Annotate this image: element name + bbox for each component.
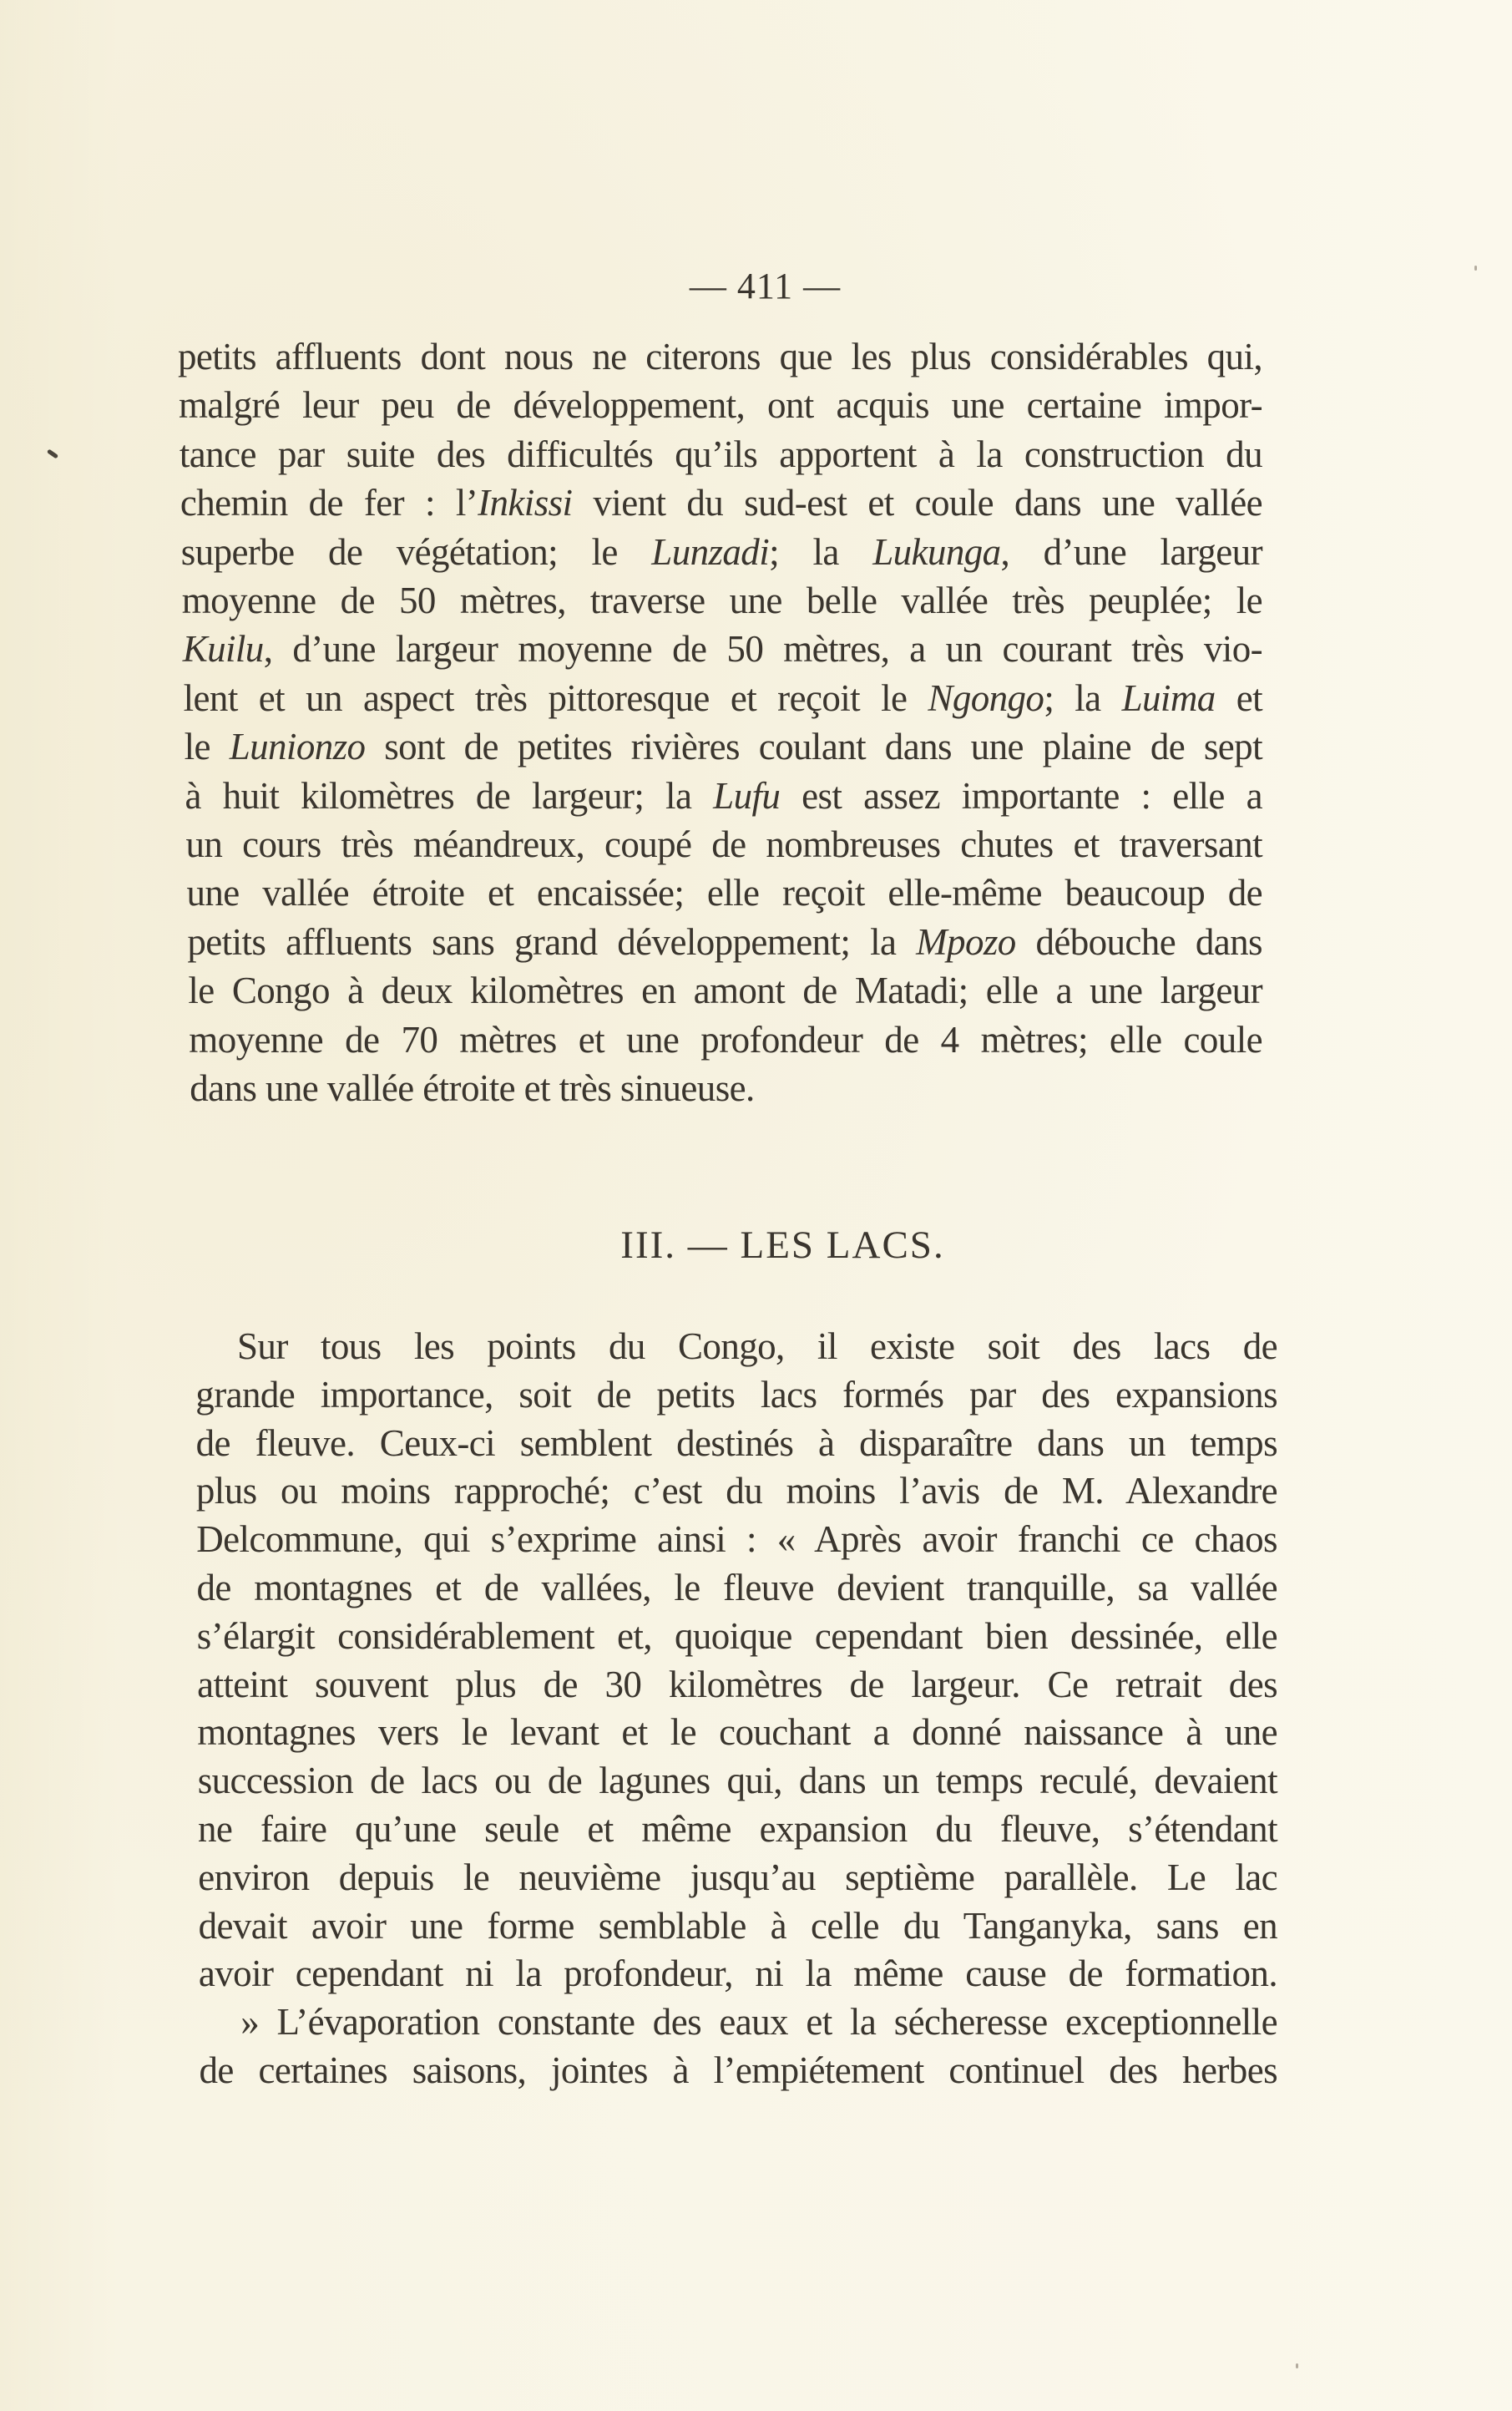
text-line — [197, 1612, 1277, 1660]
text-line — [197, 1660, 1277, 1709]
text-run: tance par suite des difficultés qu’ils apportent à la construction du — [179, 433, 1262, 475]
text-run: chemin de fer : l’ — [180, 482, 478, 524]
text-run: dans une vallée étroite et très sinueuse. — [190, 1067, 755, 1109]
text-run: sont de petites rivières coulant dans une plaine de sept — [365, 726, 1262, 768]
text-run: Sur tous les points du Congo, il existe soit des lacs de — [237, 1325, 1277, 1367]
text-line — [195, 1322, 1277, 1370]
text-line — [197, 1708, 1277, 1756]
text-run: le Congo à deux kilomètres en amont de Matadi; elle a une largeur — [188, 970, 1262, 1012]
text-run: à huit kilomètres de largeur; la — [185, 774, 714, 817]
river-name: Inkissi — [478, 482, 573, 524]
text-line — [198, 1805, 1277, 1853]
text-run: atteint souvent plus de 30 kilomètres de largeur. Ce retrait des — [197, 1663, 1277, 1705]
text-run: , d’une largeur moyenne de 50 mètres, a un courant très vio- — [263, 628, 1262, 671]
text-run: environ depuis le neuvième jusqu’au septième parallèle. Le lac — [198, 1856, 1277, 1898]
text-line — [199, 1902, 1277, 1950]
text-run: devait avoir une forme semblable à celle du Tanganyka, sans en — [198, 1904, 1277, 1947]
text-run: petits affluents dont nous ne citerons que les plus considérables qui, — [178, 336, 1262, 377]
text-run: de montagnes et de vallées, le fleuve devient tranquille, sa vallée — [196, 1567, 1277, 1608]
text-run: de certaines saisons, jointes à l’empiétement continuel des herbes — [199, 2049, 1277, 2091]
text-run: un cours très méandreux, coupé de nombreuses chutes et traversant — [185, 823, 1262, 865]
text-line — [200, 2046, 1278, 2094]
text-run: le — [184, 726, 230, 768]
text-run: ne faire qu’une seule et même expansion du fleuve, s’étendant — [198, 1808, 1277, 1850]
text-run: avoir cependant ni la profondeur, ni la même cause de formation. — [198, 1953, 1277, 1995]
text-run: et — [1215, 676, 1262, 719]
text-line — [198, 1756, 1277, 1805]
text-run: s’élargit considérablement et, quoique cependant bien dessinée, elle — [196, 1614, 1277, 1657]
text-run: » L’évaporation constante des eaux et la sécheresse exceptionnelle — [240, 2001, 1277, 2044]
river-name: Lunzadi — [651, 530, 770, 573]
text-run: lent et un aspect très pittoresque et reçoit le — [183, 676, 928, 719]
river-name: Lufu — [713, 774, 781, 817]
river-name: Mpozo — [916, 920, 1016, 963]
text-run: moyenne de 50 mètres, traverse une belle vallée très peuplée; le — [181, 580, 1262, 621]
page-number: — 411 — — [689, 266, 842, 306]
text-line — [197, 1563, 1278, 1612]
river-name: Kuilu — [182, 628, 264, 671]
text-line — [199, 1949, 1277, 1998]
text-run: est assez importante : elle a — [780, 774, 1262, 817]
text-run: petits affluents sans grand développement; la — [187, 920, 917, 963]
text-run: ; la — [1044, 676, 1122, 719]
text-run: , d’une largeur — [1000, 530, 1262, 573]
text-run: grande importance, soit de petits lacs formés par des expansions — [195, 1373, 1277, 1416]
text-line — [199, 1998, 1277, 2046]
river-name: Lunionzo — [229, 726, 366, 768]
river-name: Luima — [1121, 676, 1216, 719]
text-line — [195, 1370, 1277, 1419]
text-line — [196, 1515, 1277, 1563]
text-line — [198, 1853, 1277, 1902]
text-run: superbe de végétation; le — [180, 530, 652, 573]
text-run: une vallée étroite et encaissée; elle reçoit elle-même beaucoup de — [186, 872, 1262, 914]
text-line — [196, 1419, 1277, 1467]
river-name: Ngongo — [928, 676, 1044, 719]
text-run: moyenne de 70 mètres et une profondeur de 4 mètres; elle coule — [189, 1018, 1262, 1061]
text-run: de fleuve. Ceux-ci semblent destinés à disparaître dans un temps — [195, 1421, 1277, 1464]
text-run: succession de lacs ou de lagunes qui, dans un temps reculé, devaient — [197, 1760, 1277, 1802]
river-name: Lukunga — [872, 530, 1001, 573]
text-line — [196, 1466, 1277, 1515]
text-run: ; la — [769, 530, 873, 573]
text-run: débouche dans — [1015, 920, 1262, 963]
text-run: vient du sud-est et coule dans une vallée — [572, 482, 1262, 524]
text-run: Delcommune, qui s’exprime ainsi : « Après avoir franchi ce chaos — [196, 1518, 1277, 1561]
text-run: malgré leur peu de développement, ont acquis une certaine impor- — [178, 384, 1262, 427]
text-run: plus ou moins rapproché; c’est du moins l’avis de M. Alexandre — [195, 1470, 1277, 1512]
text-run: montagnes vers le levant et le couchant a donné naissance à une — [197, 1711, 1277, 1754]
section-heading: III. — LES LACS. — [620, 1223, 945, 1267]
